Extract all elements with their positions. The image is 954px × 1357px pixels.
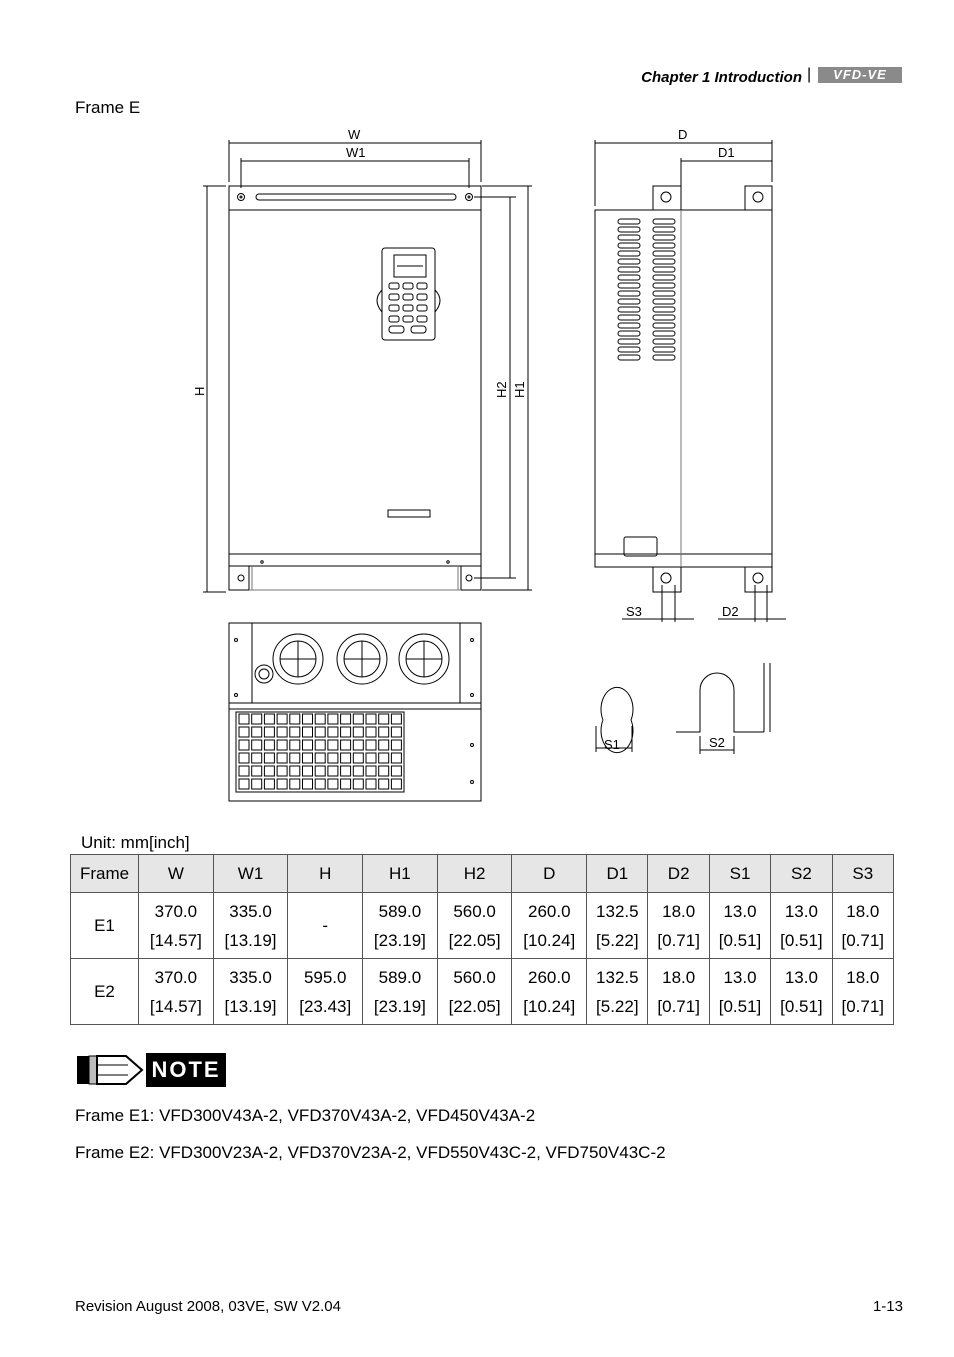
grille-cell: [353, 740, 363, 750]
grille-cell: [366, 753, 376, 763]
mm-value: 335.0: [229, 967, 272, 987]
header-cell: D2: [648, 855, 709, 893]
mm-value: 18.0: [846, 901, 880, 921]
inch-value: [0.51]: [780, 930, 823, 950]
vent-slot: [618, 259, 640, 264]
vent-slot: [653, 259, 675, 264]
grille-cell: [341, 727, 351, 737]
grille-cell: [341, 766, 351, 776]
header-cell: S3: [832, 855, 893, 893]
header-cell: H2: [437, 855, 512, 893]
mm-value: 18.0: [846, 967, 880, 987]
grille-cell: [303, 740, 313, 750]
vent-slot: [653, 275, 675, 280]
grille-cell: [379, 766, 389, 776]
grille-cell: [239, 766, 249, 776]
grille-cell: [366, 766, 376, 776]
dim-d1: D1: [718, 145, 735, 160]
dim-w: W: [348, 127, 361, 142]
vent-slot: [618, 315, 640, 320]
mm-value: 589.0: [378, 901, 422, 921]
grille-cell: [391, 766, 401, 776]
grille-cell: [303, 714, 313, 724]
value-cell: [648, 959, 709, 1025]
vent-slot: [653, 299, 675, 304]
inch-value: [23.19]: [373, 996, 426, 1016]
value-cell: [512, 893, 587, 959]
grille-cell: [290, 779, 300, 789]
grille-cell: [277, 740, 287, 750]
vent-slot: [653, 227, 675, 232]
chapter-title: Chapter 1 Introduction: [641, 69, 802, 86]
vent-slot: [653, 243, 675, 248]
vent-slot: [618, 291, 640, 296]
pencil-icon: [76, 1053, 146, 1087]
grille-cell: [239, 753, 249, 763]
dim-d: D: [678, 127, 688, 142]
grille-cell: [239, 779, 249, 789]
grille-cell: [341, 753, 351, 763]
footer-revision: Revision August 2008, 03VE, SW V2.04: [75, 1298, 341, 1315]
vent-slot: [653, 323, 675, 328]
vent-slot: [618, 227, 640, 232]
grille-cell: [341, 740, 351, 750]
inch-value: [22.05]: [448, 996, 501, 1016]
vent-slot: [653, 339, 675, 344]
unit-label: Unit: mm[inch]: [81, 833, 190, 852]
grille-cell: [239, 714, 249, 724]
mm-value: 18.0: [662, 901, 696, 921]
vent-slot: [653, 315, 675, 320]
value-cell: [512, 959, 587, 1025]
grille-cell: [290, 727, 300, 737]
header-separator: |: [807, 66, 812, 83]
vent-slot: [653, 307, 675, 312]
mm-value: 13.0: [723, 901, 757, 921]
grille-cell: [315, 766, 325, 776]
vent-slot: [618, 251, 640, 256]
grille-cell: [239, 727, 249, 737]
page-number: 1-13: [872, 1298, 903, 1315]
grille-cell: [252, 766, 262, 776]
mm-value: 13.0: [784, 901, 818, 921]
value-cell: [587, 893, 648, 959]
vent-slot: [618, 307, 640, 312]
vent-slot: [618, 323, 640, 328]
inch-value: [0.71]: [657, 930, 700, 950]
grille-cell: [391, 727, 401, 737]
grille-cell: [379, 727, 389, 737]
mm-value: 13.0: [723, 967, 757, 987]
grille-cell: [264, 779, 274, 789]
grille-cell: [290, 740, 300, 750]
inch-value: [5.22]: [596, 930, 639, 950]
value-cell: [213, 959, 288, 1025]
mm-value: 132.5: [596, 901, 639, 921]
grille-cell: [252, 740, 262, 750]
grille-cell: [353, 779, 363, 789]
vent-slot: [653, 251, 675, 256]
inch-value: [10.24]: [523, 996, 576, 1016]
grille-cell: [315, 714, 325, 724]
vent-slot: [618, 299, 640, 304]
grille-cell: [252, 779, 262, 789]
vfd-ve-logo: VFD-VE: [818, 67, 902, 83]
value-cell: [832, 893, 893, 959]
grille-cell: [391, 740, 401, 750]
header-cell: S1: [709, 855, 770, 893]
grille-cell: [353, 753, 363, 763]
inch-value: [0.51]: [780, 996, 823, 1016]
grille-cell: [277, 779, 287, 789]
inch-value: [0.51]: [718, 930, 762, 950]
mm-value: 370.0: [154, 967, 198, 987]
grille-cell: [328, 779, 338, 789]
dim-h2: H2: [494, 381, 509, 398]
grille-cell: [328, 727, 338, 737]
grille-cell: [341, 779, 351, 789]
inch-value: [22.05]: [448, 930, 501, 950]
frame-cell: E1: [71, 893, 139, 959]
vent-slot: [653, 347, 675, 352]
header-cell: Frame: [71, 855, 139, 893]
value-cell: [437, 959, 512, 1025]
mm-value: 560.0: [453, 901, 496, 921]
grille-cell: [303, 766, 313, 776]
value-cell: [288, 959, 363, 1025]
inch-value: [14.57]: [149, 930, 202, 950]
grille-cell: [264, 714, 274, 724]
grille-cell: [353, 766, 363, 776]
dim-h1: H1: [512, 381, 527, 398]
inch-value: [0.71]: [657, 996, 700, 1016]
value-cell: [139, 893, 214, 959]
dim-w1: W1: [346, 145, 366, 160]
header-cell: D: [512, 855, 587, 893]
grille-cell: [328, 714, 338, 724]
grille-cell: [303, 779, 313, 789]
dim-h: H: [192, 386, 207, 396]
note-label: NOTE: [146, 1053, 226, 1087]
grille-cell: [328, 766, 338, 776]
value-cell: [771, 893, 832, 959]
value-cell: [587, 959, 648, 1025]
vent-slot: [618, 339, 640, 344]
grille-cell: [366, 714, 376, 724]
table-header-row: [71, 855, 894, 893]
header-cell: H1: [363, 855, 438, 893]
grille-cell: [341, 714, 351, 724]
value-cell: [709, 893, 770, 959]
vent-slot: [618, 267, 640, 272]
note-frame-e1: Frame E1: VFD300V43A-2, VFD370V43A-2, VFD450V43A-2: [75, 1106, 536, 1125]
grille-cell: [315, 753, 325, 763]
value-cell: [648, 893, 709, 959]
vent-slot: [618, 235, 640, 240]
value-cell: [437, 893, 512, 959]
grille-cell: [379, 779, 389, 789]
grille-cell: [264, 727, 274, 737]
inch-value: [0.51]: [718, 996, 762, 1016]
grille-cell: [315, 727, 325, 737]
grille-cell: [328, 753, 338, 763]
grille-cell: [315, 779, 325, 789]
inch-value: [13.19]: [224, 930, 277, 950]
vent-slot: [653, 235, 675, 240]
grille-cell: [328, 740, 338, 750]
value-cell: [139, 959, 214, 1025]
vent-slot: [653, 331, 675, 336]
value-cell: [288, 893, 363, 959]
grille-cell: [290, 714, 300, 724]
grille-cell: [277, 766, 287, 776]
grille-cell: [277, 727, 287, 737]
value-cell: [213, 893, 288, 959]
header-cell: D1: [587, 855, 648, 893]
header-cell: H: [288, 855, 363, 893]
frame-cell: E2: [71, 959, 139, 1025]
vent-slot: [653, 267, 675, 272]
mm-value: 13.0: [784, 967, 818, 987]
dim-s3: S3: [626, 604, 642, 619]
dimensions-table: [70, 854, 894, 1025]
grille-cell: [264, 753, 274, 763]
grille-cell: [379, 740, 389, 750]
grille-cell: [252, 753, 262, 763]
grille-cell: [366, 727, 376, 737]
grille-cell: [366, 740, 376, 750]
header-cell: W1: [213, 855, 288, 893]
mm-value: -: [322, 916, 329, 935]
inch-value: [5.22]: [596, 996, 639, 1016]
vent-slot: [618, 219, 640, 224]
header-cell: W: [139, 855, 214, 893]
dim-d2: D2: [722, 604, 739, 619]
grille-cell: [252, 714, 262, 724]
inch-value: [10.24]: [523, 930, 576, 950]
mm-value: 335.0: [229, 901, 272, 921]
grille-cell: [366, 779, 376, 789]
table-row: [71, 893, 894, 959]
inch-value: [23.43]: [299, 996, 352, 1016]
vent-slot: [618, 275, 640, 280]
mm-value: 595.0: [303, 967, 347, 987]
grille-cell: [353, 714, 363, 724]
value-cell: [709, 959, 770, 1025]
grille-cell: [391, 714, 401, 724]
grille-cell: [252, 727, 262, 737]
grille-cell: [353, 727, 363, 737]
vent-slot: [618, 331, 640, 336]
grille-cell: [303, 727, 313, 737]
vent-slot: [618, 283, 640, 288]
dim-s2: S2: [709, 735, 725, 750]
value-cell: [771, 959, 832, 1025]
vent-slot: [618, 243, 640, 248]
dim-s1: S1: [604, 737, 620, 752]
inch-value: [0.71]: [841, 930, 885, 950]
grille-cell: [391, 753, 401, 763]
grille-cell: [303, 753, 313, 763]
vent-slot: [653, 283, 675, 288]
grille-cell: [290, 766, 300, 776]
grille-cell: [290, 753, 300, 763]
grille-cell: [391, 779, 401, 789]
grille-cell: [379, 753, 389, 763]
mm-value: 560.0: [453, 967, 496, 987]
table-row: [71, 959, 894, 1025]
mm-value: 132.5: [596, 967, 639, 987]
value-cell: [363, 959, 438, 1025]
vent-slot: [618, 355, 640, 360]
vent-slot: [653, 219, 675, 224]
grille-cell: [277, 753, 287, 763]
inch-value: [13.19]: [224, 996, 277, 1016]
mm-value: 18.0: [662, 967, 696, 987]
mm-value: 589.0: [378, 967, 422, 987]
grille-cell: [315, 740, 325, 750]
note-frame-e2: Frame E2: VFD300V23A-2, VFD370V23A-2, VFD550V43C-2, VFD750V43C-2: [75, 1143, 666, 1162]
mm-value: 260.0: [528, 901, 571, 921]
inch-value: [23.19]: [373, 930, 426, 950]
inch-value: [14.57]: [149, 996, 202, 1016]
value-cell: [832, 959, 893, 1025]
header-cell: S2: [771, 855, 832, 893]
vent-slot: [653, 291, 675, 296]
vent-slot: [618, 347, 640, 352]
grille-cell: [264, 766, 274, 776]
frame-label: Frame E: [75, 98, 141, 117]
grille-cell: [277, 714, 287, 724]
vent-slot: [653, 355, 675, 360]
grille-cell: [264, 740, 274, 750]
grille-cell: [379, 714, 389, 724]
mm-value: 370.0: [154, 901, 198, 921]
value-cell: [363, 893, 438, 959]
inch-value: [0.71]: [841, 996, 885, 1016]
grille-cell: [239, 740, 249, 750]
mm-value: 260.0: [528, 967, 571, 987]
